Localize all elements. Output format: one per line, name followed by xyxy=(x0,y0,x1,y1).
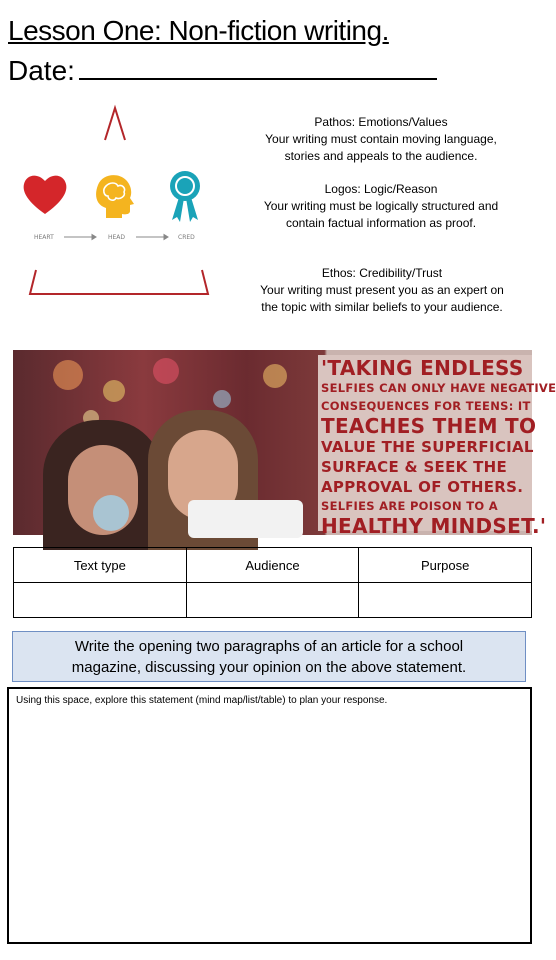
logos-line-1: Your writing must be logically structured and xyxy=(263,199,499,213)
planning-area[interactable] xyxy=(7,687,532,944)
triangle-top-bracket xyxy=(100,104,140,144)
quote-line-6: SURFACE & SEEK THE xyxy=(321,458,508,476)
audience-answer-cell[interactable] xyxy=(186,583,359,618)
ethos-line-2: the topic with similar beliefs to your audience. xyxy=(261,300,503,314)
purpose-answer-cell[interactable] xyxy=(359,583,532,618)
header-audience: Audience xyxy=(186,548,359,583)
date-blank-line[interactable] xyxy=(79,52,437,80)
phone xyxy=(188,500,303,538)
ethos-heading: Ethos: Credibility/Trust xyxy=(321,266,443,280)
task-line-1: Write the opening two paragraphs of an article for a school xyxy=(74,638,464,655)
table-answer-row xyxy=(14,583,532,618)
header-purpose: Purpose xyxy=(359,548,532,583)
quote-line-9: HEALTHY MINDSET.' xyxy=(321,514,547,538)
date-field xyxy=(8,52,437,88)
selfie-photo xyxy=(13,350,556,538)
text-type-answer-cell[interactable] xyxy=(14,583,187,618)
bokeh-light xyxy=(213,390,231,408)
text-type-table xyxy=(13,547,532,618)
heart-head-cred-icons xyxy=(20,168,202,244)
header-text-type: Text type xyxy=(14,548,187,583)
heart-label: HEART xyxy=(34,234,54,241)
ethos-line-1: Your writing must present you as an expert on xyxy=(260,283,504,297)
task-box xyxy=(12,631,526,682)
date-label: Date: xyxy=(8,55,75,86)
logos-line-2: contain factual information as proof. xyxy=(285,216,477,230)
quote-line-2: SELFIES CAN ONLY HAVE NEGATIVE xyxy=(321,381,556,395)
ethos-block xyxy=(238,265,526,316)
bokeh-light xyxy=(153,358,179,384)
table-header-row xyxy=(14,548,532,583)
quote-line-4: TEACHES THEM TO xyxy=(321,414,537,438)
page-title: Lesson One: Non-fiction writing. xyxy=(8,15,389,46)
pathos-heading: Pathos: Emotions/Values xyxy=(314,115,448,129)
pathos-line-2: stories and appeals to the audience. xyxy=(284,149,478,163)
logos-heading: Logos: Logic/Reason xyxy=(324,182,438,196)
bokeh-light xyxy=(53,360,83,390)
task-line-2: magazine, discussing your opinion on the above statement. xyxy=(71,659,467,676)
cred-ribbon-icon xyxy=(170,171,200,222)
bubblegum xyxy=(93,495,129,531)
pathos-line-1: Your writing must contain moving language, xyxy=(265,132,497,146)
quote-line-1: 'TAKING ENDLESS xyxy=(321,356,524,380)
quote-line-8: SELFIES ARE POISON TO A xyxy=(321,499,498,513)
quote-line-3: CONSEQUENCES FOR TEENS: IT xyxy=(321,399,531,413)
bokeh-light xyxy=(263,364,287,388)
quote-line-5: VALUE THE SUPERFICIAL xyxy=(321,438,534,456)
cred-label: CRED xyxy=(178,234,195,241)
head-icon xyxy=(96,175,134,218)
logos-block xyxy=(240,181,522,232)
planning-prompt: Using this space, explore this statement (mind map/list/table) to plan your response. xyxy=(16,695,388,706)
bokeh-light xyxy=(103,380,125,402)
quote-line-7: APPROVAL OF OTHERS. xyxy=(321,478,524,496)
selfie-quote xyxy=(321,356,556,538)
triangle-bottom-bracket xyxy=(26,268,216,298)
head-label: HEAD xyxy=(108,234,126,241)
heart-icon xyxy=(24,176,67,214)
quote-box xyxy=(318,355,556,538)
pathos-block xyxy=(240,114,522,165)
